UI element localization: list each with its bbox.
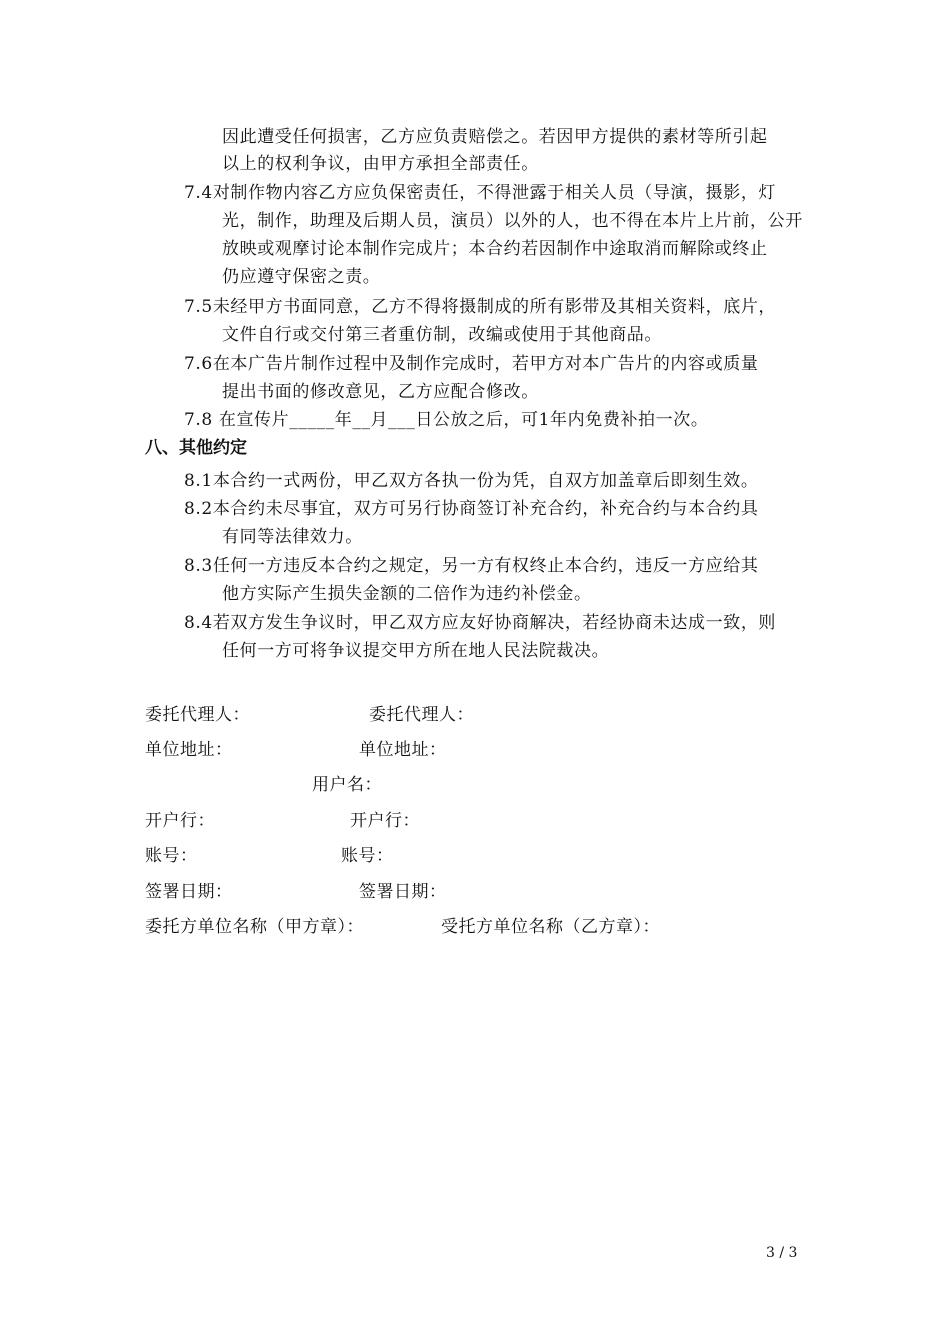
clause-7-4-line-1: 7.4对制作物内容乙方应负保密责任，不得泄露于相关人员（导演，摄影，灯 bbox=[184, 183, 777, 203]
section-8-heading: 八、其他约定 bbox=[145, 438, 247, 458]
clause-8-1-line-1: 8.1本合约一式两份，甲乙双方各执一份为凭，自双方加盖章后即刻生效。 bbox=[184, 471, 759, 491]
signature-bank-party-a: 开户行： bbox=[145, 811, 215, 831]
clause-7-3-continued-line-2: 以上的权利争议，由甲方承担全部责任。 bbox=[222, 154, 539, 174]
clause-8-2-line-2: 有同等法律效力。 bbox=[222, 527, 363, 547]
signature-agent-party-b: 委托代理人： bbox=[369, 705, 474, 725]
clause-8-3-line-1: 8.3任何一方违反本合约之规定，另一方有权终止本合约，违反一方应给其 bbox=[184, 556, 759, 576]
clause-8-3-line-2: 他方实际产生损失金额的二倍作为违约补偿金。 bbox=[222, 584, 592, 604]
clause-7-4-line-3: 放映或观摩讨论本制作完成片；本合约若因制作中途取消而解除或终止 bbox=[222, 239, 768, 259]
clause-7-6-line-2: 提出书面的修改意见，乙方应配合修改。 bbox=[222, 382, 539, 402]
clause-7-8-line-1: 7.8 在宣传片_____年__月___日公放之后，可1年内免费补拍一次。 bbox=[184, 410, 709, 430]
signature-account-party-b: 账号： bbox=[341, 846, 394, 866]
clause-7-6-line-1: 7.6在本广告片制作过程中及制作完成时，若甲方对本广告片的内容或质量 bbox=[184, 354, 759, 374]
signature-date-party-b: 签署日期： bbox=[359, 882, 447, 902]
signature-party-b-name-seal: 受托方单位名称（乙方章）： bbox=[441, 917, 660, 937]
clause-7-5-line-2: 文件自行或交付第三者重仿制，改编或使用于其他商品。 bbox=[222, 325, 662, 345]
page-number: 3 / 3 bbox=[766, 1245, 798, 1261]
signature-date-party-a: 签署日期： bbox=[145, 882, 233, 902]
clause-8-4-line-2: 任何一方可将争议提交甲方所在地人民法院裁决。 bbox=[222, 641, 610, 661]
clause-7-4-line-2: 光，制作，助理及后期人员，演员）以外的人，也不得在本片上片前，公开 bbox=[222, 211, 803, 231]
signature-account-party-a: 账号： bbox=[145, 846, 198, 866]
signature-address-party-b: 单位地址： bbox=[359, 740, 447, 760]
clause-7-3-continued-line-1: 因此遭受任何损害，乙方应负责赔偿之。若因甲方提供的素材等所引起 bbox=[222, 127, 768, 147]
signature-bank-party-b: 开户行： bbox=[350, 811, 420, 831]
signature-party-a-name-seal: 委托方单位名称（甲方章）： bbox=[145, 917, 364, 937]
signature-username-party-b: 用户名： bbox=[312, 775, 382, 795]
clause-7-5-line-1: 7.5未经甲方书面同意，乙方不得将摄制成的所有影带及其相关资料，底片， bbox=[184, 297, 777, 317]
clause-8-2-line-1: 8.2本合约未尽事宜，双方可另行协商签订补充合约，补充合约与本合约具 bbox=[184, 499, 759, 519]
signature-agent-party-a: 委托代理人： bbox=[145, 705, 250, 725]
clause-7-4-line-4: 仍应遵守保密之责。 bbox=[222, 267, 381, 287]
signature-address-party-a: 单位地址： bbox=[145, 740, 233, 760]
clause-8-4-line-1: 8.4若双方发生争议时，甲乙双方应友好协商解决，若经协商未达成一致，则 bbox=[184, 613, 777, 633]
